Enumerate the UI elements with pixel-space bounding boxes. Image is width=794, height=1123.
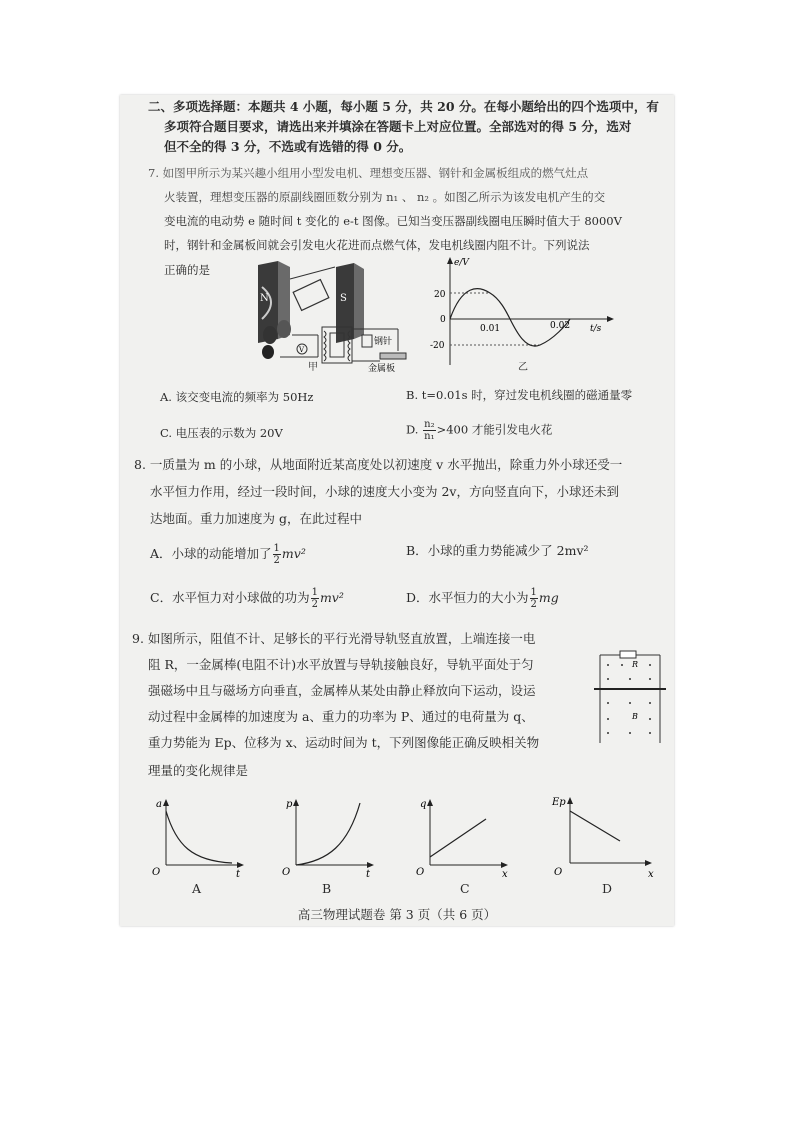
q8-c-frac-den: 2 — [311, 599, 318, 610]
section-header-line2: 多项符合题目要求，请选出来并填涂在答题卡上对应位置。全部选对的得 5 分，选对 — [164, 119, 632, 134]
q8-option-a — [150, 543, 306, 566]
needle-label: 钢针 — [374, 337, 393, 347]
q8-c-frac-num: 1 — [311, 587, 318, 598]
q7-option-d-text: >400 才能引发电火花 — [436, 422, 553, 437]
q8-d-frac-den: 2 — [530, 599, 537, 610]
q8-a-frac-num: 1 — [273, 543, 280, 554]
yi-ylabel: e/V — [454, 258, 469, 268]
q7-line1: 7. 如图甲所示为某兴趣小组用小型发电机、理想变压器、钢针和金属板组成的燃气灶点 — [148, 166, 589, 180]
section-header-line3: 但不全的得 3 分，不选或有选错的得 0 分。 — [164, 139, 412, 154]
q7-figure-yi — [420, 255, 620, 375]
q9-line3: 强磁场中且与磁场方向垂直，金属棒从某处由静止释放向下运动，设运 — [148, 683, 536, 698]
q9-graph-a — [148, 795, 248, 885]
q8-option-d — [406, 587, 559, 610]
q9-graph-b-caption: B — [322, 881, 332, 896]
exam-page — [120, 95, 674, 926]
plate-label: 金属板 — [368, 364, 396, 372]
q7-option-d-label: D. — [406, 422, 419, 437]
q9-graph-c-caption: C — [460, 881, 470, 896]
q8-option-c-post: mv² — [319, 590, 344, 605]
q7-option-a: A. 该交变电流的频率为 50Hz — [160, 390, 314, 404]
graph-a-origin: O — [152, 867, 161, 878]
q9-line6: 理量的变化规律是 — [148, 763, 249, 778]
q8-option-c-pre: C．水平恒力对小球做的功为 — [150, 590, 310, 605]
yi-xlabel: t/s — [590, 324, 602, 334]
page-footer: 高三物理试题卷 第 3 页（共 6 页） — [297, 907, 497, 922]
q8-option-b: B．小球的重力势能减少了 2mv² — [406, 543, 589, 558]
magnet-s-label: S — [340, 293, 347, 304]
q8-option-c — [150, 587, 344, 610]
q8-option-a-pre: A．小球的动能增加了 — [150, 546, 272, 561]
q7-frac-den: n₁ — [424, 431, 435, 442]
magnet-n-label: N — [260, 293, 269, 304]
q8-line1: 8. 一质量为 m 的小球，从地面附近某高度处以初速度 v 水平抛出，除重力外小球还受一 — [134, 457, 623, 472]
graph-a-xlabel: t — [236, 869, 241, 880]
q8-line2: 水平恒力作用，经过一段时间，小球的速度大小变为 2v，方向竖直向下，小球还未到 — [150, 484, 619, 499]
graph-b-ylabel: p — [286, 799, 293, 810]
q9-graph-b — [278, 795, 378, 885]
q8-option-d-pre: D．水平恒力的大小为 — [406, 590, 529, 605]
q9-line5: 重力势能为 Ep、位移为 x、运动时间为 t，下列图像能正确反映相关物 — [148, 735, 540, 750]
graph-d-xlabel: x — [648, 869, 654, 880]
q9-line4: 动过程中金属棒的加速度为 a、重力的功率为 P、通过的电荷量为 q、 — [148, 709, 534, 724]
q7-option-d-fraction — [423, 419, 435, 442]
voltmeter-label: V — [299, 346, 305, 354]
q8-line3: 达地面。重力加速度为 g，在此过程中 — [150, 511, 362, 526]
graph-b-origin: O — [282, 867, 291, 878]
yi-ytop: 20 — [434, 290, 446, 300]
q7-line4: 时，钢针和金属板间就会引发电火花进而点燃气体，发电机线圈内阻不计。下列说法 — [164, 238, 590, 252]
q7-line3: 变电流的电动势 e 随时间 t 变化的 e-t 图像。已知当变压器副线圈电压瞬时值大于 8000V — [164, 214, 622, 228]
q7-option-d — [406, 419, 552, 442]
yi-x2: 0.02 — [550, 321, 571, 331]
graph-a-ylabel: a — [156, 799, 162, 810]
graph-c-origin: O — [416, 867, 425, 878]
q9-r-label: R — [632, 660, 639, 669]
q7-figure-jia — [240, 257, 410, 372]
q9-rail-figure — [592, 645, 667, 745]
q7-figure-yi-caption: 乙 — [518, 362, 528, 373]
section-header-line1: 二、多项选择题：本题共 4 小题，每小题 5 分，共 20 分。在每小题给出的四个选项中，有 — [148, 99, 659, 114]
q9-b-label: B — [632, 712, 638, 721]
q8-a-frac-den: 2 — [273, 555, 280, 566]
q8-d-frac-num: 1 — [530, 587, 537, 598]
graph-c-ylabel: q — [420, 799, 427, 810]
q7-line5: 正确的是 — [164, 263, 210, 277]
q8-option-a-post: mv² — [281, 546, 306, 561]
yi-ybottom: -20 — [430, 341, 445, 351]
q7-option-b: B. t=0.01s 时，穿过发电机线圈的磁通量零 — [406, 388, 633, 402]
q7-option-c: C. 电压表的示数为 20V — [160, 426, 283, 440]
graph-d-origin: O — [554, 867, 563, 878]
q9-line2: 阻 R，一金属棒(电阻不计)水平放置与导轨接触良好，导轨平面处于匀 — [148, 657, 534, 672]
q9-graph-c — [412, 795, 512, 885]
q9-graph-d-caption: D — [602, 881, 613, 896]
yi-x1: 0.01 — [480, 324, 501, 334]
graph-d-ylabel: Ep — [552, 797, 566, 808]
q7-figure-jia-caption: 甲 — [308, 362, 318, 373]
graph-c-xlabel: x — [502, 869, 508, 880]
q7-line2: 火装置，理想变压器的原副线圈匝数分别为 n₁ 、 n₂ 。如图乙所示为该发电机产生的交 — [164, 190, 606, 204]
yi-yzero: 0 — [440, 315, 446, 325]
q9-graph-a-caption: A — [192, 881, 202, 896]
q9-graph-d — [548, 791, 658, 885]
graph-b-xlabel: t — [366, 869, 371, 880]
q7-frac-num: n₂ — [424, 419, 435, 430]
q9-line1: 9. 如图所示，阻值不计、足够长的平行光滑导轨竖直放置，上端连接一电 — [132, 631, 536, 646]
q8-option-d-post: mg — [538, 590, 559, 605]
